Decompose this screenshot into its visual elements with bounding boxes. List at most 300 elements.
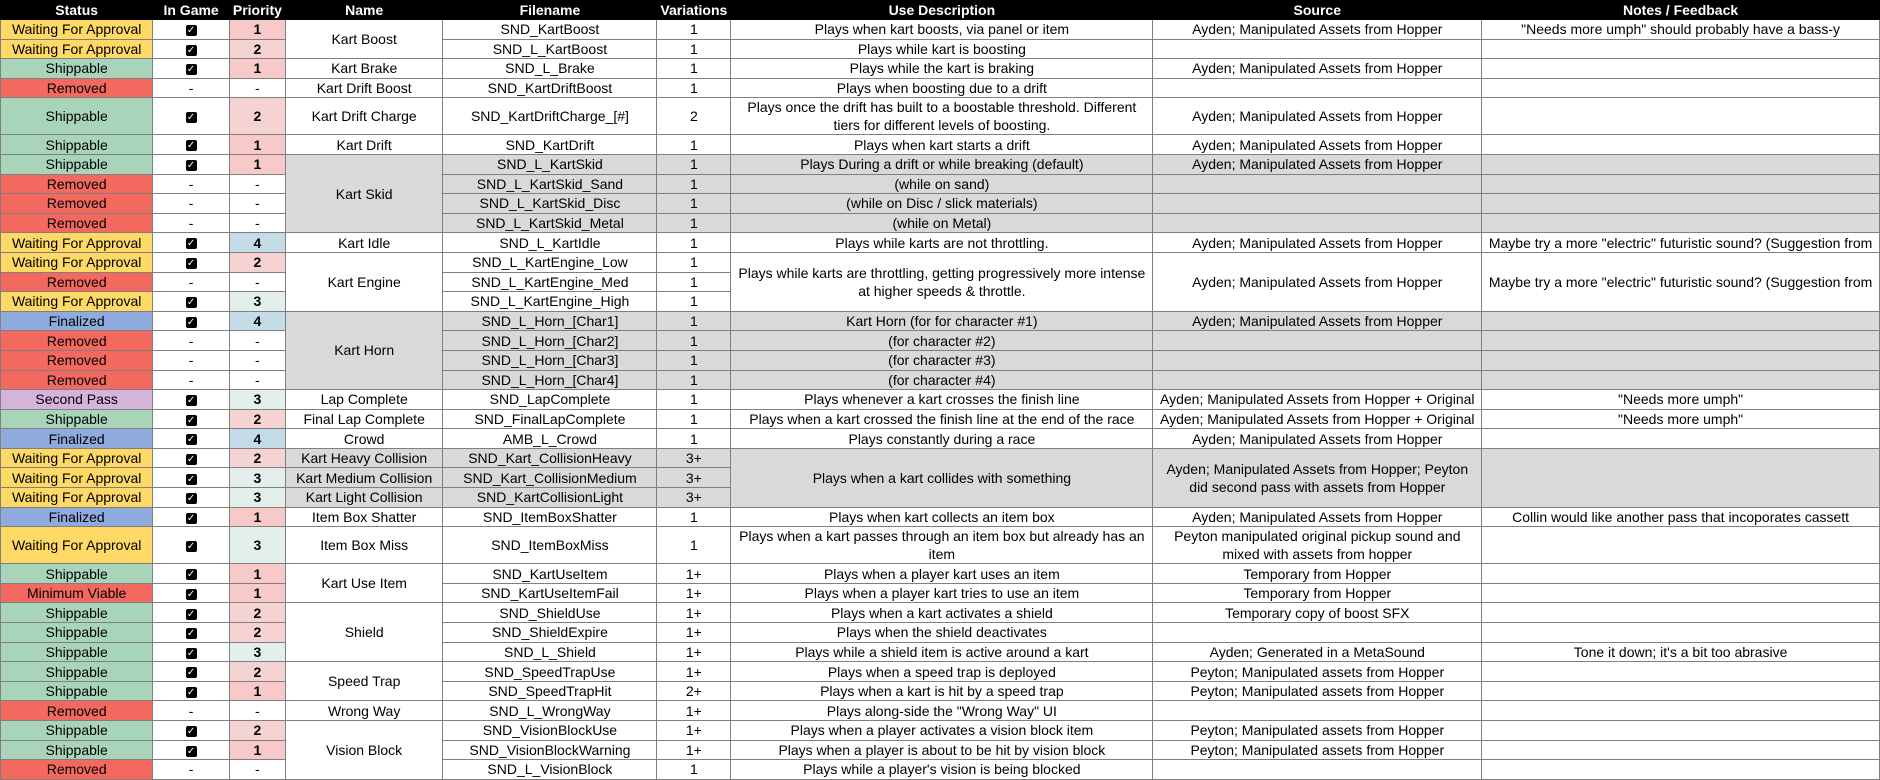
filename-cell[interactable]: SND_ShieldUse bbox=[443, 603, 657, 623]
variations-cell[interactable]: 1 bbox=[657, 272, 731, 292]
in-game-cell[interactable] bbox=[153, 429, 230, 449]
notes-cell[interactable] bbox=[1482, 564, 1880, 584]
in-game-cell[interactable] bbox=[153, 740, 230, 760]
priority-cell[interactable]: 2 bbox=[229, 623, 285, 643]
status-cell[interactable]: Removed bbox=[1, 701, 153, 721]
source-cell[interactable]: Temporary from Hopper bbox=[1153, 564, 1482, 584]
notes-cell[interactable] bbox=[1482, 527, 1880, 564]
priority-cell[interactable]: 2 bbox=[229, 252, 285, 272]
priority-cell[interactable]: 2 bbox=[229, 721, 285, 741]
notes-cell[interactable] bbox=[1482, 98, 1880, 135]
source-cell[interactable]: Peyton; Manipulated assets from Hopper bbox=[1153, 721, 1482, 741]
status-cell[interactable]: Finalized bbox=[1, 429, 153, 449]
name-cell[interactable]: Kart Engine bbox=[285, 252, 443, 311]
use-description-cell[interactable]: Plays when a speed trap is deployed bbox=[731, 662, 1153, 682]
in-game-cell[interactable] bbox=[153, 194, 230, 214]
name-cell[interactable]: Kart Light Collision bbox=[285, 488, 443, 508]
status-cell[interactable]: Removed bbox=[1, 174, 153, 194]
column-header-name[interactable]: Name bbox=[285, 1, 443, 20]
filename-cell[interactable]: SND_L_KartSkid_Disc bbox=[443, 194, 657, 214]
name-cell[interactable]: Kart Drift Boost bbox=[285, 78, 443, 98]
checked-checkbox-icon[interactable]: ✓ bbox=[186, 453, 196, 465]
notes-cell[interactable] bbox=[1482, 603, 1880, 623]
priority-cell[interactable]: - bbox=[229, 213, 285, 233]
variations-cell[interactable]: 1 bbox=[657, 350, 731, 370]
filename-cell[interactable]: SND_L_KartSkid_Metal bbox=[443, 213, 657, 233]
use-description-cell[interactable]: Kart Horn (for for character #1) bbox=[731, 311, 1153, 331]
use-description-cell[interactable]: Plays when kart collects an item box bbox=[731, 507, 1153, 527]
filename-cell[interactable]: SND_Kart_CollisionHeavy bbox=[443, 448, 657, 468]
checked-checkbox-icon[interactable]: ✓ bbox=[186, 628, 196, 640]
status-cell[interactable]: Removed bbox=[1, 760, 153, 780]
use-description-cell[interactable]: Plays when a kart passes through an item box but already has an item bbox=[731, 527, 1153, 564]
variations-cell[interactable]: 1 bbox=[657, 154, 731, 174]
use-description-cell[interactable]: Plays when boosting due to a drift bbox=[731, 78, 1153, 98]
notes-cell[interactable]: Tone it down; it's a bit too abrasive bbox=[1482, 642, 1880, 662]
priority-cell[interactable]: 1 bbox=[229, 20, 285, 40]
filename-cell[interactable]: SND_L_Brake bbox=[443, 59, 657, 79]
name-cell[interactable]: Item Box Miss bbox=[285, 527, 443, 564]
status-cell[interactable]: Waiting For Approval bbox=[1, 292, 153, 312]
use-description-cell[interactable]: Plays along-side the "Wrong Way" UI bbox=[731, 701, 1153, 721]
use-description-cell[interactable]: Plays when kart boosts, via panel or item bbox=[731, 20, 1153, 40]
status-cell[interactable]: Shippable bbox=[1, 603, 153, 623]
source-cell[interactable]: Peyton manipulated original pickup sound and mixed with assets from hopper bbox=[1153, 527, 1482, 564]
checked-checkbox-icon[interactable]: ✓ bbox=[186, 140, 196, 152]
source-cell[interactable]: Ayden; Manipulated Assets from Hopper bbox=[1153, 507, 1482, 527]
status-cell[interactable]: Shippable bbox=[1, 409, 153, 429]
name-cell[interactable]: Kart Medium Collision bbox=[285, 468, 443, 488]
source-cell[interactable]: Peyton; Manipulated assets from Hopper bbox=[1153, 681, 1482, 701]
use-description-cell[interactable]: (for character #2) bbox=[731, 331, 1153, 351]
status-cell[interactable]: Minimum Viable bbox=[1, 583, 153, 603]
notes-cell[interactable] bbox=[1482, 350, 1880, 370]
column-header-in-game[interactable]: In Game bbox=[153, 1, 230, 20]
in-game-cell[interactable] bbox=[153, 135, 230, 155]
source-cell[interactable] bbox=[1153, 39, 1482, 59]
variations-cell[interactable]: 1 bbox=[657, 429, 731, 449]
checked-checkbox-icon[interactable]: ✓ bbox=[186, 493, 196, 505]
in-game-cell[interactable] bbox=[153, 468, 230, 488]
status-cell[interactable]: Waiting For Approval bbox=[1, 448, 153, 468]
checked-checkbox-icon[interactable]: ✓ bbox=[186, 112, 196, 124]
source-cell[interactable]: Ayden; Manipulated Assets from Hopper bbox=[1153, 20, 1482, 40]
variations-cell[interactable]: 1+ bbox=[657, 583, 731, 603]
in-game-cell[interactable] bbox=[153, 662, 230, 682]
variations-cell[interactable]: 1 bbox=[657, 135, 731, 155]
variations-cell[interactable]: 3+ bbox=[657, 468, 731, 488]
notes-cell[interactable] bbox=[1482, 39, 1880, 59]
status-cell[interactable]: Waiting For Approval bbox=[1, 468, 153, 488]
priority-cell[interactable]: 1 bbox=[229, 681, 285, 701]
in-game-cell[interactable] bbox=[153, 252, 230, 272]
filename-cell[interactable]: SND_L_Horn_[Char1] bbox=[443, 311, 657, 331]
notes-cell[interactable]: "Needs more umph" bbox=[1482, 390, 1880, 410]
column-header-use-description[interactable]: Use Description bbox=[731, 1, 1153, 20]
in-game-cell[interactable] bbox=[153, 39, 230, 59]
status-cell[interactable]: Removed bbox=[1, 331, 153, 351]
source-cell[interactable]: Peyton; Manipulated assets from Hopper bbox=[1153, 740, 1482, 760]
in-game-cell[interactable] bbox=[153, 272, 230, 292]
source-cell[interactable]: Ayden; Manipulated Assets from Hopper bbox=[1153, 59, 1482, 79]
filename-cell[interactable]: SND_KartCollisionLight bbox=[443, 488, 657, 508]
source-cell[interactable] bbox=[1153, 213, 1482, 233]
source-cell[interactable] bbox=[1153, 701, 1482, 721]
filename-cell[interactable]: SND_L_Horn_[Char2] bbox=[443, 331, 657, 351]
filename-cell[interactable]: SND_L_Horn_[Char3] bbox=[443, 350, 657, 370]
use-description-cell[interactable]: Plays when a kart collides with something bbox=[731, 448, 1153, 507]
status-cell[interactable]: Waiting For Approval bbox=[1, 527, 153, 564]
status-cell[interactable]: Removed bbox=[1, 213, 153, 233]
in-game-cell[interactable] bbox=[153, 583, 230, 603]
checked-checkbox-icon[interactable]: ✓ bbox=[186, 238, 196, 250]
source-cell[interactable]: Ayden; Manipulated Assets from Hopper + Original bbox=[1153, 390, 1482, 410]
source-cell[interactable]: Ayden; Manipulated Assets from Hopper bbox=[1153, 252, 1482, 311]
notes-cell[interactable]: Maybe try a more "electric" futuristic sound? (Suggestion from bbox=[1482, 252, 1880, 311]
in-game-cell[interactable] bbox=[153, 721, 230, 741]
variations-cell[interactable]: 1 bbox=[657, 390, 731, 410]
variations-cell[interactable]: 1 bbox=[657, 370, 731, 390]
source-cell[interactable] bbox=[1153, 370, 1482, 390]
status-cell[interactable]: Shippable bbox=[1, 642, 153, 662]
checked-checkbox-icon[interactable]: ✓ bbox=[186, 316, 196, 328]
filename-cell[interactable]: SND_LapComplete bbox=[443, 390, 657, 410]
filename-cell[interactable]: SND_ItemBoxShatter bbox=[443, 507, 657, 527]
name-cell[interactable]: Shield bbox=[285, 603, 443, 662]
priority-cell[interactable]: 1 bbox=[229, 583, 285, 603]
in-game-cell[interactable] bbox=[153, 507, 230, 527]
filename-cell[interactable]: SND_KartUseItem bbox=[443, 564, 657, 584]
name-cell[interactable]: Kart Brake bbox=[285, 59, 443, 79]
status-cell[interactable]: Removed bbox=[1, 350, 153, 370]
status-cell[interactable]: Removed bbox=[1, 194, 153, 214]
variations-cell[interactable]: 1+ bbox=[657, 662, 731, 682]
in-game-cell[interactable] bbox=[153, 623, 230, 643]
variations-cell[interactable]: 1+ bbox=[657, 721, 731, 741]
priority-cell[interactable]: 4 bbox=[229, 429, 285, 449]
in-game-cell[interactable] bbox=[153, 409, 230, 429]
source-cell[interactable] bbox=[1153, 760, 1482, 780]
priority-cell[interactable]: 3 bbox=[229, 292, 285, 312]
use-description-cell[interactable]: (while on Metal) bbox=[731, 213, 1153, 233]
name-cell[interactable]: Kart Heavy Collision bbox=[285, 448, 443, 468]
in-game-cell[interactable] bbox=[153, 331, 230, 351]
use-description-cell[interactable]: (while on sand) bbox=[731, 174, 1153, 194]
source-cell[interactable]: Ayden; Generated in a MetaSound bbox=[1153, 642, 1482, 662]
priority-cell[interactable]: 1 bbox=[229, 507, 285, 527]
filename-cell[interactable]: AMB_L_Crowd bbox=[443, 429, 657, 449]
status-cell[interactable]: Shippable bbox=[1, 740, 153, 760]
name-cell[interactable]: Kart Boost bbox=[285, 20, 443, 59]
variations-cell[interactable]: 1+ bbox=[657, 564, 731, 584]
status-cell[interactable]: Shippable bbox=[1, 154, 153, 174]
priority-cell[interactable]: 2 bbox=[229, 39, 285, 59]
notes-cell[interactable]: Collin would like another pass that incoporates cassett bbox=[1482, 507, 1880, 527]
filename-cell[interactable]: SND_VisionBlockWarning bbox=[443, 740, 657, 760]
variations-cell[interactable]: 1 bbox=[657, 760, 731, 780]
notes-cell[interactable] bbox=[1482, 721, 1880, 741]
source-cell[interactable] bbox=[1153, 174, 1482, 194]
checked-checkbox-icon[interactable]: ✓ bbox=[186, 395, 196, 407]
filename-cell[interactable]: SND_VisionBlockUse bbox=[443, 721, 657, 741]
variations-cell[interactable]: 1+ bbox=[657, 603, 731, 623]
in-game-cell[interactable] bbox=[153, 20, 230, 40]
source-cell[interactable] bbox=[1153, 623, 1482, 643]
variations-cell[interactable]: 1 bbox=[657, 292, 731, 312]
source-cell[interactable]: Ayden; Manipulated Assets from Hopper; Peyton did second pass with assets from Hopper bbox=[1153, 448, 1482, 507]
priority-cell[interactable]: 3 bbox=[229, 488, 285, 508]
status-cell[interactable]: Waiting For Approval bbox=[1, 233, 153, 253]
notes-cell[interactable] bbox=[1482, 583, 1880, 603]
column-header-notes-feedback[interactable]: Notes / Feedback bbox=[1482, 1, 1880, 20]
variations-cell[interactable]: 1 bbox=[657, 252, 731, 272]
in-game-cell[interactable] bbox=[153, 760, 230, 780]
use-description-cell[interactable]: Plays while a shield item is active around a kart bbox=[731, 642, 1153, 662]
column-header-filename[interactable]: Filename bbox=[443, 1, 657, 20]
priority-cell[interactable]: - bbox=[229, 194, 285, 214]
notes-cell[interactable] bbox=[1482, 194, 1880, 214]
priority-cell[interactable]: 1 bbox=[229, 740, 285, 760]
notes-cell[interactable] bbox=[1482, 154, 1880, 174]
checked-checkbox-icon[interactable]: ✓ bbox=[186, 667, 196, 679]
name-cell[interactable]: Kart Idle bbox=[285, 233, 443, 253]
priority-cell[interactable]: - bbox=[229, 370, 285, 390]
use-description-cell[interactable]: Plays when kart starts a drift bbox=[731, 135, 1153, 155]
in-game-cell[interactable] bbox=[153, 390, 230, 410]
priority-cell[interactable]: 3 bbox=[229, 527, 285, 564]
filename-cell[interactable]: SND_KartBoost bbox=[443, 20, 657, 40]
in-game-cell[interactable] bbox=[153, 681, 230, 701]
filename-cell[interactable]: SND_L_KartBoost bbox=[443, 39, 657, 59]
status-cell[interactable]: Removed bbox=[1, 78, 153, 98]
use-description-cell[interactable]: (while on Disc / slick materials) bbox=[731, 194, 1153, 214]
notes-cell[interactable] bbox=[1482, 760, 1880, 780]
notes-cell[interactable] bbox=[1482, 623, 1880, 643]
filename-cell[interactable]: SND_L_KartIdle bbox=[443, 233, 657, 253]
in-game-cell[interactable] bbox=[153, 603, 230, 623]
filename-cell[interactable]: SND_KartUseItemFail bbox=[443, 583, 657, 603]
in-game-cell[interactable] bbox=[153, 448, 230, 468]
priority-cell[interactable]: - bbox=[229, 760, 285, 780]
variations-cell[interactable]: 1 bbox=[657, 311, 731, 331]
status-cell[interactable]: Waiting For Approval bbox=[1, 39, 153, 59]
filename-cell[interactable]: SND_L_VisionBlock bbox=[443, 760, 657, 780]
in-game-cell[interactable] bbox=[153, 311, 230, 331]
name-cell[interactable]: Item Box Shatter bbox=[285, 507, 443, 527]
status-cell[interactable]: Finalized bbox=[1, 507, 153, 527]
variations-cell[interactable]: 3+ bbox=[657, 448, 731, 468]
notes-cell[interactable]: "Needs more umph" bbox=[1482, 409, 1880, 429]
notes-cell[interactable] bbox=[1482, 681, 1880, 701]
in-game-cell[interactable] bbox=[153, 59, 230, 79]
in-game-cell[interactable] bbox=[153, 701, 230, 721]
variations-cell[interactable]: 1 bbox=[657, 59, 731, 79]
filename-cell[interactable]: SND_L_WrongWay bbox=[443, 701, 657, 721]
notes-cell[interactable] bbox=[1482, 429, 1880, 449]
source-cell[interactable] bbox=[1153, 78, 1482, 98]
filename-cell[interactable]: SND_L_KartSkid_Sand bbox=[443, 174, 657, 194]
checked-checkbox-icon[interactable]: ✓ bbox=[186, 64, 196, 76]
status-cell[interactable]: Waiting For Approval bbox=[1, 488, 153, 508]
source-cell[interactable]: Ayden; Manipulated Assets from Hopper bbox=[1153, 135, 1482, 155]
variations-cell[interactable]: 1 bbox=[657, 331, 731, 351]
filename-cell[interactable]: SND_L_KartEngine_Low bbox=[443, 252, 657, 272]
name-cell[interactable]: Kart Drift Charge bbox=[285, 98, 443, 135]
checked-checkbox-icon[interactable]: ✓ bbox=[186, 473, 196, 485]
column-header-source[interactable]: Source bbox=[1153, 1, 1482, 20]
use-description-cell[interactable]: Plays while karts are throttling, getting progressively more intense at higher speeds & throttle. bbox=[731, 252, 1153, 311]
checked-checkbox-icon[interactable]: ✓ bbox=[186, 745, 196, 757]
status-cell[interactable]: Shippable bbox=[1, 623, 153, 643]
filename-cell[interactable]: SND_FinalLapComplete bbox=[443, 409, 657, 429]
checked-checkbox-icon[interactable]: ✓ bbox=[186, 726, 196, 738]
checked-checkbox-icon[interactable]: ✓ bbox=[186, 647, 196, 659]
use-description-cell[interactable]: Plays while karts are not throttling. bbox=[731, 233, 1153, 253]
priority-cell[interactable]: 4 bbox=[229, 233, 285, 253]
column-header-status[interactable]: Status bbox=[1, 1, 153, 20]
filename-cell[interactable]: SND_SpeedTrapHit bbox=[443, 681, 657, 701]
variations-cell[interactable]: 1 bbox=[657, 39, 731, 59]
priority-cell[interactable]: 2 bbox=[229, 662, 285, 682]
priority-cell[interactable]: 2 bbox=[229, 603, 285, 623]
column-header-variations[interactable]: Variations bbox=[657, 1, 731, 20]
source-cell[interactable]: Temporary from Hopper bbox=[1153, 583, 1482, 603]
notes-cell[interactable] bbox=[1482, 59, 1880, 79]
priority-cell[interactable]: 3 bbox=[229, 390, 285, 410]
use-description-cell[interactable]: Plays when a player kart uses an item bbox=[731, 564, 1153, 584]
checked-checkbox-icon[interactable]: ✓ bbox=[186, 608, 196, 620]
use-description-cell[interactable]: Plays when a player kart tries to use an item bbox=[731, 583, 1153, 603]
use-description-cell[interactable]: Plays whenever a kart crosses the finish line bbox=[731, 390, 1153, 410]
name-cell[interactable]: Kart Skid bbox=[285, 154, 443, 232]
checked-checkbox-icon[interactable]: ✓ bbox=[186, 569, 196, 581]
priority-cell[interactable]: 1 bbox=[229, 154, 285, 174]
status-cell[interactable]: Second Pass bbox=[1, 390, 153, 410]
status-cell[interactable]: Shippable bbox=[1, 98, 153, 135]
notes-cell[interactable] bbox=[1482, 135, 1880, 155]
source-cell[interactable]: Ayden; Manipulated Assets from Hopper bbox=[1153, 98, 1482, 135]
name-cell[interactable]: Speed Trap bbox=[285, 662, 443, 701]
checked-checkbox-icon[interactable]: ✓ bbox=[186, 160, 196, 172]
priority-cell[interactable]: 3 bbox=[229, 642, 285, 662]
use-description-cell[interactable]: Plays During a drift or while breaking (default) bbox=[731, 154, 1153, 174]
filename-cell[interactable]: SND_L_KartEngine_High bbox=[443, 292, 657, 312]
source-cell[interactable]: Ayden; Manipulated Assets from Hopper + Original bbox=[1153, 409, 1482, 429]
filename-cell[interactable]: SND_ItemBoxMiss bbox=[443, 527, 657, 564]
name-cell[interactable]: Kart Drift bbox=[285, 135, 443, 155]
status-cell[interactable]: Shippable bbox=[1, 135, 153, 155]
in-game-cell[interactable] bbox=[153, 527, 230, 564]
status-cell[interactable]: Shippable bbox=[1, 564, 153, 584]
variations-cell[interactable]: 1 bbox=[657, 409, 731, 429]
notes-cell[interactable] bbox=[1482, 174, 1880, 194]
checked-checkbox-icon[interactable]: ✓ bbox=[186, 686, 196, 698]
checked-checkbox-icon[interactable]: ✓ bbox=[186, 512, 196, 524]
source-cell[interactable] bbox=[1153, 331, 1482, 351]
in-game-cell[interactable] bbox=[153, 642, 230, 662]
name-cell[interactable]: Kart Horn bbox=[285, 311, 443, 389]
checked-checkbox-icon[interactable]: ✓ bbox=[186, 541, 196, 553]
source-cell[interactable] bbox=[1153, 350, 1482, 370]
status-cell[interactable]: Shippable bbox=[1, 662, 153, 682]
notes-cell[interactable] bbox=[1482, 740, 1880, 760]
variations-cell[interactable]: 3+ bbox=[657, 488, 731, 508]
in-game-cell[interactable] bbox=[153, 154, 230, 174]
variations-cell[interactable]: 1+ bbox=[657, 623, 731, 643]
filename-cell[interactable]: SND_KartDriftBoost bbox=[443, 78, 657, 98]
checked-checkbox-icon[interactable]: ✓ bbox=[186, 25, 196, 37]
filename-cell[interactable]: SND_L_KartSkid bbox=[443, 154, 657, 174]
filename-cell[interactable]: SND_Kart_CollisionMedium bbox=[443, 468, 657, 488]
priority-cell[interactable]: 1 bbox=[229, 135, 285, 155]
notes-cell[interactable] bbox=[1482, 311, 1880, 331]
in-game-cell[interactable] bbox=[153, 233, 230, 253]
in-game-cell[interactable] bbox=[153, 78, 230, 98]
priority-cell[interactable]: - bbox=[229, 350, 285, 370]
column-header-priority[interactable]: Priority bbox=[229, 1, 285, 20]
checked-checkbox-icon[interactable]: ✓ bbox=[186, 414, 196, 426]
source-cell[interactable]: Peyton; Manipulated assets from Hopper bbox=[1153, 662, 1482, 682]
priority-cell[interactable]: - bbox=[229, 701, 285, 721]
in-game-cell[interactable] bbox=[153, 564, 230, 584]
variations-cell[interactable]: 1 bbox=[657, 20, 731, 40]
notes-cell[interactable] bbox=[1482, 448, 1880, 507]
name-cell[interactable]: Vision Block bbox=[285, 721, 443, 780]
status-cell[interactable]: Removed bbox=[1, 272, 153, 292]
variations-cell[interactable]: 1 bbox=[657, 194, 731, 214]
filename-cell[interactable]: SND_KartDriftCharge_[#] bbox=[443, 98, 657, 135]
priority-cell[interactable]: 2 bbox=[229, 98, 285, 135]
status-cell[interactable]: Shippable bbox=[1, 681, 153, 701]
notes-cell[interactable] bbox=[1482, 78, 1880, 98]
notes-cell[interactable] bbox=[1482, 701, 1880, 721]
in-game-cell[interactable] bbox=[153, 292, 230, 312]
variations-cell[interactable]: 2+ bbox=[657, 681, 731, 701]
in-game-cell[interactable] bbox=[153, 370, 230, 390]
source-cell[interactable]: Temporary copy of boost SFX bbox=[1153, 603, 1482, 623]
variations-cell[interactable]: 1 bbox=[657, 78, 731, 98]
use-description-cell[interactable]: (for character #3) bbox=[731, 350, 1153, 370]
notes-cell[interactable]: "Needs more umph" should probably have a bass-y bbox=[1482, 20, 1880, 40]
variations-cell[interactable]: 1 bbox=[657, 527, 731, 564]
variations-cell[interactable]: 1 bbox=[657, 174, 731, 194]
use-description-cell[interactable]: Plays when a kart is hit by a speed trap bbox=[731, 681, 1153, 701]
in-game-cell[interactable] bbox=[153, 350, 230, 370]
status-cell[interactable]: Waiting For Approval bbox=[1, 252, 153, 272]
use-description-cell[interactable]: Plays while kart is boosting bbox=[731, 39, 1153, 59]
variations-cell[interactable]: 1 bbox=[657, 507, 731, 527]
source-cell[interactable] bbox=[1153, 194, 1482, 214]
status-cell[interactable]: Shippable bbox=[1, 59, 153, 79]
notes-cell[interactable] bbox=[1482, 331, 1880, 351]
use-description-cell[interactable]: Plays when the shield deactivates bbox=[731, 623, 1153, 643]
priority-cell[interactable]: - bbox=[229, 174, 285, 194]
name-cell[interactable]: Crowd bbox=[285, 429, 443, 449]
filename-cell[interactable]: SND_L_KartEngine_Med bbox=[443, 272, 657, 292]
in-game-cell[interactable] bbox=[153, 213, 230, 233]
use-description-cell[interactable]: Plays when a player is about to be hit by vision block bbox=[731, 740, 1153, 760]
variations-cell[interactable]: 1+ bbox=[657, 642, 731, 662]
notes-cell[interactable] bbox=[1482, 370, 1880, 390]
status-cell[interactable]: Finalized bbox=[1, 311, 153, 331]
checked-checkbox-icon[interactable]: ✓ bbox=[186, 588, 196, 600]
source-cell[interactable]: Ayden; Manipulated Assets from Hopper bbox=[1153, 311, 1482, 331]
source-cell[interactable]: Ayden; Manipulated Assets from Hopper bbox=[1153, 429, 1482, 449]
priority-cell[interactable]: - bbox=[229, 78, 285, 98]
notes-cell[interactable]: Maybe try a more "electric" futuristic sound? (Suggestion from bbox=[1482, 233, 1880, 253]
priority-cell[interactable]: 1 bbox=[229, 59, 285, 79]
filename-cell[interactable]: SND_ShieldExpire bbox=[443, 623, 657, 643]
